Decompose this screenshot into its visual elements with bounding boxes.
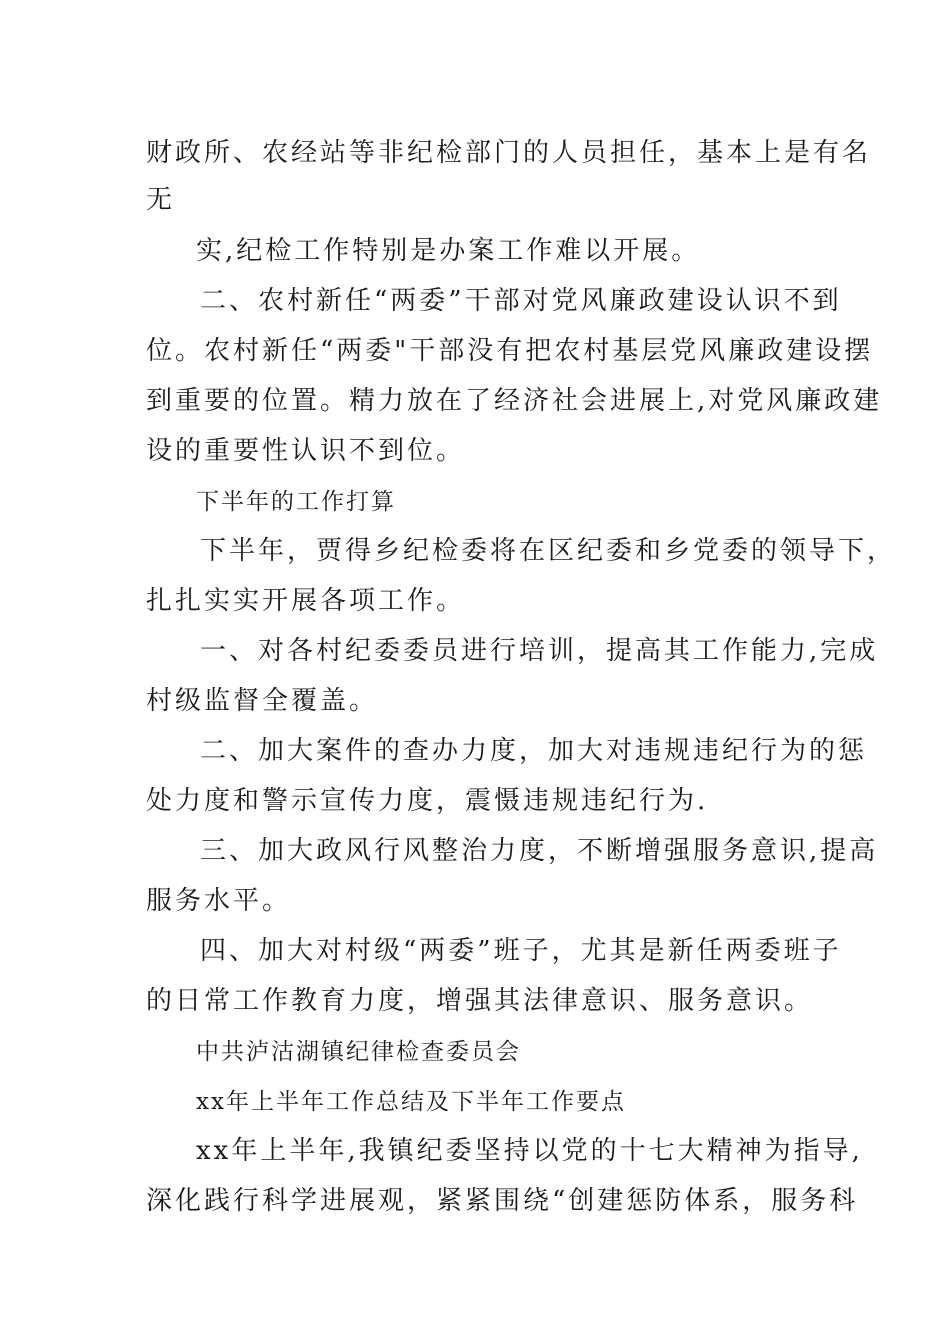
text-line: 二、农村新任“两委”干部对党风廉政建设认识不到 <box>200 286 842 316</box>
text-line: 三、加大政风行风整治力度，不断增强服务意识,提高 <box>200 836 879 866</box>
text-line: xx年上半年,我镇纪委坚持以党的十七大精神为指导, <box>196 1136 863 1166</box>
text-line: 服务水平。 <box>146 886 292 916</box>
text-line: 二、加大案件的查办力度，加大对违规违纪行为的惩 <box>200 736 868 766</box>
text-line: 到重要的位置。精力放在了经济社会进展上,对党风廉政建 <box>146 386 883 416</box>
text-line: 的日常工作教育力度，增强其法律意识、服务意识。 <box>146 986 814 1016</box>
document-title: xx年上半年工作总结及下半年工作要点 <box>196 1089 626 1115</box>
text-line: 村级监督全覆盖。 <box>146 686 379 716</box>
text-line: 深化践行科学进展观，紧紧围绕“创建惩防体系，服务科 <box>146 1186 859 1216</box>
text-line: 扎扎实实开展各项工作。 <box>146 586 466 616</box>
text-line: 无 <box>146 185 176 215</box>
text-line: 设的重要性认识不到位。 <box>146 436 466 466</box>
text-line: 实,纪检工作特别是办案工作难以开展。 <box>196 236 701 266</box>
text-line: 位。农村新任“两委"干部没有把农村基层党风廉政建设摆 <box>146 336 874 366</box>
text-line: 四、加大对村级“两委”班子，尤其是新任两委班子 <box>200 936 842 966</box>
text-line: 下半年，贾得乡纪检委将在区纪委和乡党委的领导下， <box>200 536 897 566</box>
organization-name: 中共泸沽湖镇纪律检查委员会 <box>196 1039 521 1065</box>
section-heading: 下半年的工作打算 <box>196 489 396 515</box>
text-line: 一、对各村纪委委员进行培训，提高其工作能力,完成 <box>200 636 879 666</box>
text-line: 处力度和警示宣传力度，震慑违规违纪行为. <box>146 786 709 816</box>
text-line: 财政所、农经站等非纪检部门的人员担任，基本上是有名 <box>146 138 872 168</box>
